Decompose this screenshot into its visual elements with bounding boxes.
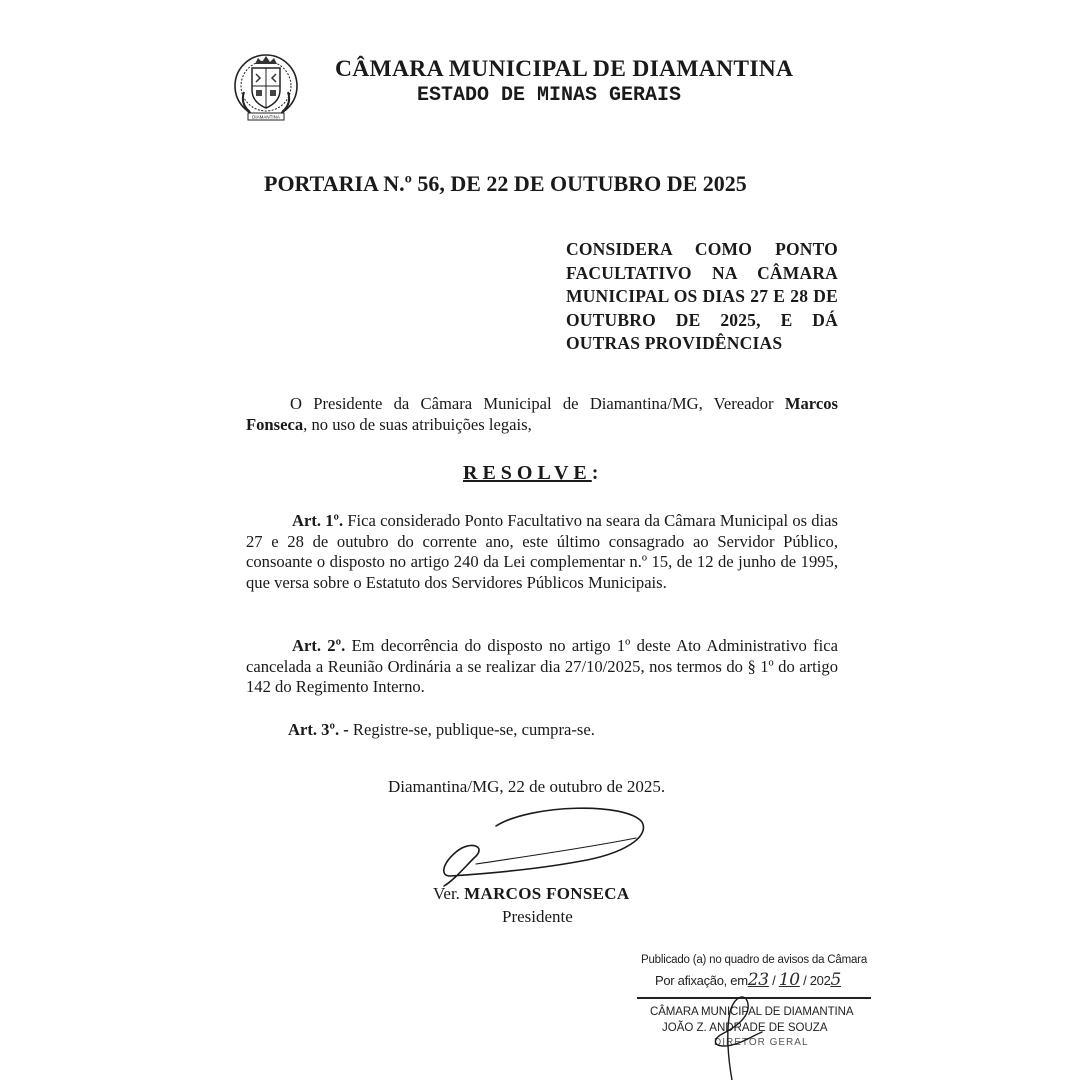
- document-summary: CONSIDERA COMO PONTO FACULTATIVO NA CÂMARA MUNICIPAL OS DIAS 27 E 28 DE OUTUBRO DE 2025, E DÁ OUTRAS PROVIDÊNCIAS: [566, 239, 838, 353]
- intro-text-before: O Presidente da Câmara Municipal de Diamantina/MG, Vereador: [290, 394, 785, 413]
- article-3-text: Registre-se, publique-se, cumpra-se.: [348, 720, 595, 739]
- article-2-text: Em decorrência do disposto no artigo 1º deste Ato Administrativo fica cancelada a Reunião Ordinária a se realizar dia 27/10/2025, nos termos do § 1º do artigo 142 do Regimento Interno.: [246, 636, 838, 696]
- signer-line: [433, 884, 629, 904]
- signer-prefix: Ver.: [433, 884, 465, 903]
- article-2: [246, 636, 838, 698]
- intro-text-after: , no uso de suas atribuições legais,: [303, 414, 532, 434]
- stamp-date-line: Por afixação, em23 / 10 / 2025: [655, 970, 842, 990]
- stamp-date-prefix: Por afixação, em: [655, 973, 748, 988]
- intro-president-name: Marcos Fonseca: [246, 394, 838, 434]
- stamp-organization: CÂMARA MUNICIPAL DE DIAMANTINA: [650, 1006, 854, 1018]
- article-3: [246, 720, 838, 741]
- article-1-label: Art. 1º.: [292, 511, 344, 530]
- stamp-year-suffix: 5: [830, 970, 842, 990]
- resolve-colon: :: [591, 462, 599, 484]
- article-1: [246, 511, 838, 593]
- article-1-text: Fica considerado Ponto Facultativo na seara da Câmara Municipal os dias 27 e 28 de outubro do corrente ano, este último consagrado ao Servidor Público, consoante o disposto no artigo 240 da Lei complementar n.º 15, de 12 de junho de 1995, que versa sobre o Estatuto dos Servidores Públicos Municipais.: [246, 511, 838, 592]
- stamp-official-name: JOÃO Z. ANDRADE DE SOUZA: [662, 1022, 828, 1034]
- place-date: Diamantina/MG, 22 de outubro de 2025.: [388, 777, 666, 796]
- resolve-label: RESOLVE: [463, 462, 592, 484]
- intro-paragraph: [246, 394, 838, 435]
- document-title: PORTARIA N.º 56, DE 22 DE OUTUBRO DE 2025: [264, 171, 747, 196]
- article-3-label: Art. 3º. -: [288, 720, 349, 739]
- organization-name: CÂMARA MUNICIPAL DE DIAMANTINA: [335, 56, 794, 82]
- president-signature: [436, 798, 646, 888]
- article-2-label: Art. 2º.: [292, 636, 346, 655]
- state-name: ESTADO DE MINAS GERAIS: [417, 84, 682, 107]
- stamp-year-prefix: 202: [809, 973, 831, 988]
- stamp-signature: [688, 988, 778, 1080]
- signer-role: Presidente: [502, 907, 573, 926]
- stamp-official-role: DIRETOR GERAL: [714, 1037, 809, 1048]
- crest-banner-text: DIAMANTINA: [252, 114, 280, 120]
- resolve-heading: [463, 462, 598, 485]
- stamp-month: 10: [778, 970, 800, 990]
- municipal-crest-emblem: [232, 52, 300, 124]
- signer-name: MARCOS FONSECA: [464, 884, 630, 903]
- stamp-day: 23: [747, 970, 769, 990]
- stamp-published-line: Publicado (a) no quadro de avisos da Câmara: [641, 954, 868, 966]
